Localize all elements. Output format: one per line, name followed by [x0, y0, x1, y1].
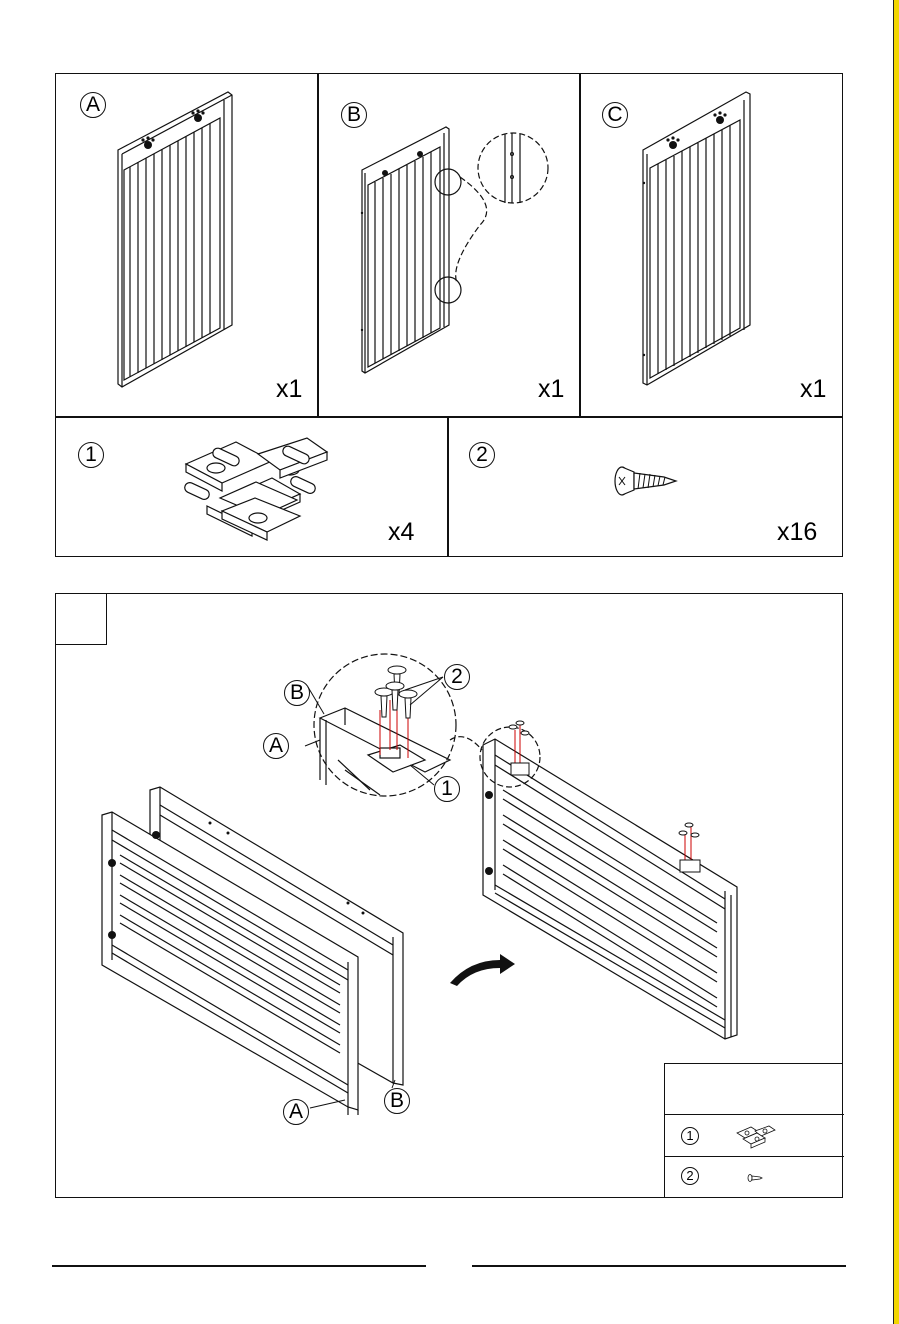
callout-bottom-b: B: [384, 1088, 410, 1114]
screw-icon: [747, 1174, 763, 1182]
callout-panel-a: A: [263, 733, 289, 759]
part-b-qty: x1: [538, 375, 565, 403]
hinge-icon: [733, 1125, 777, 1149]
part-c-qty: x1: [800, 375, 827, 403]
callout-hinge: 1: [434, 776, 460, 802]
hinge-number-label: 1: [78, 442, 104, 468]
footer-rule-right: [472, 1265, 846, 1267]
screw-qty: x16: [777, 518, 818, 546]
callout-screw: 2: [444, 664, 470, 690]
callout-panel-b: B: [284, 680, 310, 706]
hinge-qty: x4: [388, 518, 415, 546]
part-b-label: B: [341, 102, 367, 128]
part-a-label: A: [80, 92, 106, 118]
legend-row-screw: [665, 1156, 844, 1199]
part-a-qty: x1: [276, 375, 303, 403]
hardware-legend: [664, 1063, 843, 1198]
legend-screw-number: 2: [681, 1167, 699, 1185]
part-c-label: C: [602, 102, 628, 128]
screw-number-label: 2: [469, 442, 495, 468]
legend-hinge-number: 1: [681, 1127, 699, 1145]
legend-row-hinge: [665, 1114, 844, 1156]
callout-bottom-a: A: [283, 1099, 309, 1125]
gate-assembled-drawing: [475, 715, 745, 1045]
footer-rule-left: [52, 1265, 426, 1267]
